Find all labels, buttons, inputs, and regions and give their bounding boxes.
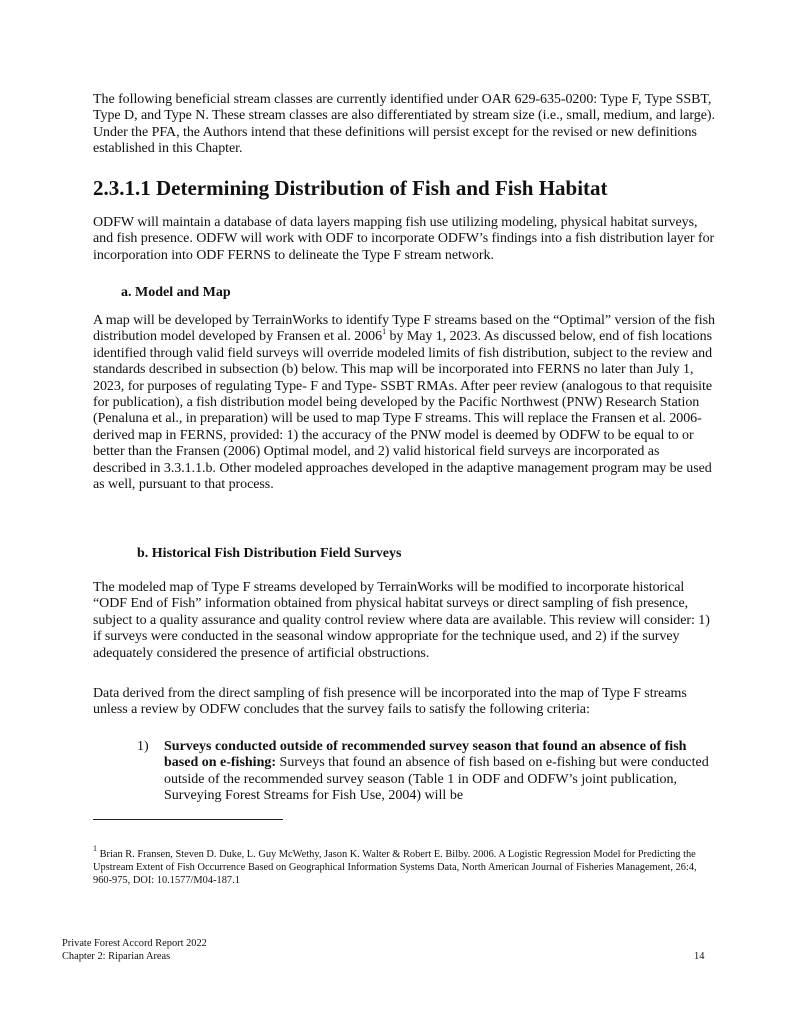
subsection-a-text-part-1: A map will be developed by TerrainWorks to identify Type F streams based on the “Optimal” version of the fish distribution model developed by Fransen et al. 2006 <box>93 313 715 345</box>
criteria-item-number: 1) <box>137 739 149 754</box>
intro-paragraph: The following beneficial stream classes are currently identified under OAR 629-635-0200: Type F, Type SSBT, Type D, and Type N. These stream classes are also differentiated by stream size (i.e., small, medium, and large). Under the PFA, the Authors intend that these definitions will persist except for the revised or new definitions established in this Chapter. <box>93 92 715 157</box>
footnote-marker: 1 <box>93 844 97 853</box>
footnote-text: Brian R. Fransen, Steven D. Duke, L. Guy McWethy, Jason K. Walter & Robert E. Bilby. 2006. A Logistic Regression Model for Predicting the Upstream Extent of Fish Occurrence Based on Geographical Information Systems Data, North American Journal of Fisheries Management, 26:4, 960-975, DOI: 10.1577/M04-187.1 <box>93 849 697 886</box>
page-number: 14 <box>694 951 705 962</box>
footer-chapter: Chapter 2: Riparian Areas <box>62 950 171 962</box>
footnote-separator <box>93 819 283 820</box>
subsection-b-paragraph-1: The modeled map of Type F streams developed by TerrainWorks will be modified to incorporate historical “ODF End of Fish” information obtained from physical habitat surveys or direct sampling of fish presence, subject to a quality assurance and quality control review where data are available. This review will consider: 1) if surveys were conducted in the seasonal window appropriate for the technique used, and 2) if the survey adequately considered the presence of artificial obstructions. <box>93 580 710 661</box>
criteria-item-text: Surveys that found an absence of fish based on e-fishing but were conducted outside of the recommended survey season (Table 1 in ODF and ODFW’s joint publication, Surveying Forest Streams for Fish Use, 2004) will be <box>164 755 709 804</box>
page-footer <box>62 938 207 963</box>
criteria-item-1 <box>137 739 717 805</box>
subsection-a-paragraph <box>93 313 715 493</box>
footnote-reference: 1 <box>382 327 387 337</box>
subsection-a-text-part-2: by May 1, 2023. As discussed below, end of fish locations identified through valid field surveys will override modeled limits of fish distribution, subject to the review and standards described in subsection (b) below. This map will be incorporated into FERNS no later than July 1, 2023, for purposes of regulating Type- F and Type- SSBT RMAs. After peer review (analogous to that requisite for publication), a fish distribution model being developed by the Pacific Northwest (PNW) Research Station (Penaluna et al., in preparation) will be used to map Type F streams. This will replace the Fransen et al. 2006-derived map in FERNS, provided: 1) the accuracy of the PNW model is deemed by ODFW to be equal to or better than the Fransen (2006) Optimal model, and 2) valid historical field surveys are incorporated as described in 3.3.1.1.b. Other modeled approaches developed in the adaptive management program may be used as well, pursuant to that process. <box>93 329 713 493</box>
subsection-b-heading: b. Historical Fish Distribution Field Surveys <box>137 546 402 561</box>
subsection-b-paragraph-2: Data derived from the direct sampling of fish presence will be incorporated into the map of Type F streams unless a review by ODFW concludes that the survey fails to satisfy the following criteria: <box>93 686 687 718</box>
subsection-a-heading: a. Model and Map <box>121 285 231 300</box>
criteria-item-body <box>164 739 717 805</box>
section-paragraph: ODFW will maintain a database of data layers mapping fish use utilizing modeling, physical habitat surveys, and fish presence. ODFW will work with ODF to incorporate ODFW’s findings into a fish distribution layer for incorporation into ODF FERNS to delineate the Type F stream network. <box>93 215 715 263</box>
footer-report-title: Private Forest Accord Report 2022 <box>62 938 207 949</box>
footnote <box>93 844 718 887</box>
criteria-item-bold-lead: Surveys conducted outside of recommended survey season that found an absence of fish based on e-fishing: <box>164 739 687 771</box>
section-heading: 2.3.1.1 Determining Distribution of Fish and Fish Habitat <box>93 176 608 200</box>
